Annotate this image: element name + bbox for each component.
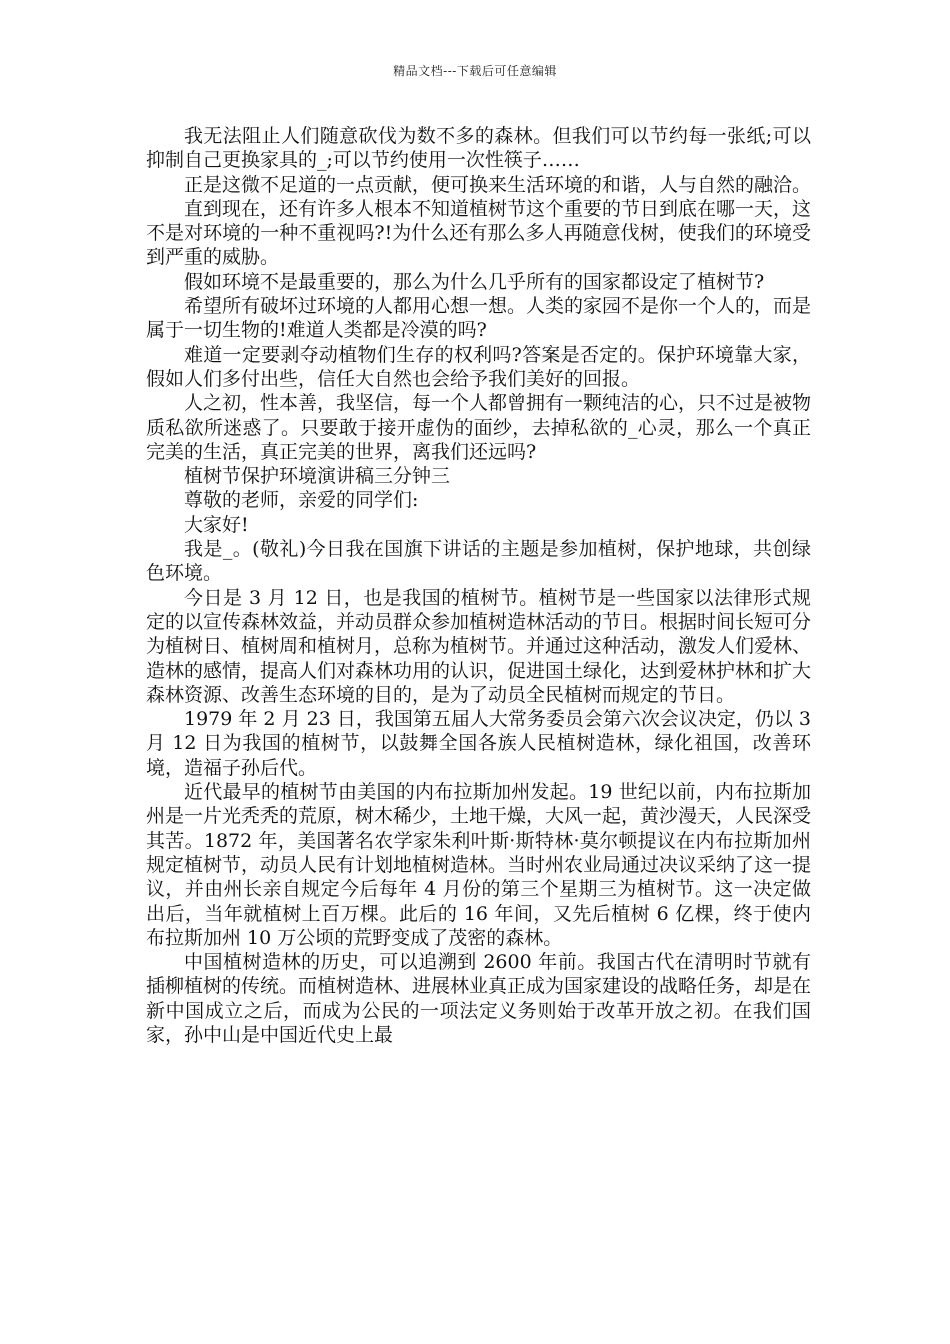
paragraph-15: 中国植树造林的历史，可以追溯到 2600 年前。我国古代在清明时节就有插柳植树的传统。而植树造林、进展林业真正成为国家建设的战略任务，却是在新中国成立之后，而成为公民的一项法定义务则始于改革开放之初。在我们国家，孙中山是中国近代史上最 [146, 951, 812, 1046]
paragraph-11: 我是_。(敬礼)今日我在国旗下讲话的主题是参加植树，保护地球，共创绿色环境。 [146, 538, 811, 585]
salutation: 尊敬的老师，亲爱的同学们: [184, 489, 419, 512]
paragraph-4: 假如环境不是最重要的，那么为什么几乎所有的国家都设定了植树节? [184, 270, 765, 293]
paragraph-6: 难道一定要剥夺动植物们生存的权利吗?答案是否定的。保护环境靠大家，假如人们多付出些，信任大自然也会给予我们美好的回报。 [146, 343, 811, 390]
paragraph-1: 我无法阻止人们随意砍伐为数不多的森林。但我们可以节约每一张纸;可以抑制自己更换家具的_;可以节约使用一次性筷子…… [146, 125, 811, 172]
paragraph-14: 近代最早的植树节由美国的内布拉斯加州发起。19 世纪以前，内布拉斯加州是一片光秃秃的荒原，树木稀少，土地干燥，大风一起，黄沙漫天，人民深受其苦。1872 年，美国著名农学家朱利叶斯·斯特林·莫尔顿提议在内布拉斯加州规定植树节，动员人民有计划地植树造林。当时州农业局通过决议采纳了这一提议，并由州长亲自规定今后每年 4 月份的第三个星期三为植树节。这一决定做出后，当年就植树上百万棵。此后的 16 年间，又先后植树 6 亿棵，终于使内布拉斯加州 10 万公顷的荒野变成了茂密的森林。 [146, 781, 812, 949]
paragraph-7: 人之初，性本善，我坚信，每一个人都曾拥有一颗纯洁的心，只不过是被物质私欲所迷惑了。只要敢于接开虚伪的面纱，去掉私欲的_心灵，那么一个真正完美的生活，真正完美的世界，离我们还远吗? [146, 392, 812, 463]
section-title: 植树节保护环境演讲稿三分钟三 [184, 465, 451, 488]
document-body [146, 124, 811, 1047]
paragraph-3: 直到现在，还有许多人根本不知道植树节这个重要的节日到底在哪一天，这不是对环境的一种不重视吗?!为什么还有那么多人再随意伐树，使我们的环境受到严重的威胁。 [146, 197, 812, 269]
paragraph-5: 希望所有破坏过环境的人都用心想一想。人类的家园不是你一个人的，而是属于一切生物的!难道人类都是冷漠的吗? [146, 295, 812, 342]
greeting: 大家好! [184, 513, 249, 536]
paragraph-2: 正是这微不足道的一点贡献，便可换来生活环境的和谐，人与自然的融洽。 [184, 173, 812, 196]
paragraph-13: 1979 年 2 月 23 日，我国第五届人大常务委员会第六次会议决定，仍以 3 月 12 日为我国的植树节，以鼓舞全国各族人民植树造林，绿化祖国，改善环境，造福子孙后代。 [146, 708, 811, 779]
page-header: 精品文档---下载后可任意编辑 [393, 64, 557, 78]
paragraph-12: 今日是 3 月 12 日，也是我国的植树节。植树节是一些国家以法律形式规定的以宣传森林效益，并动员群众参加植树造林活动的节日。根据时间长短可分为植树日、植树周和植树月，总称为植树节。并通过这种活动，激发人们爱林、造林的感情，提高人们对森林功用的认识，促进国土绿化，达到爱林护林和扩大森林资源、改善生态环境的目的，是为了动员全民植树而规定的节日。 [146, 586, 812, 706]
